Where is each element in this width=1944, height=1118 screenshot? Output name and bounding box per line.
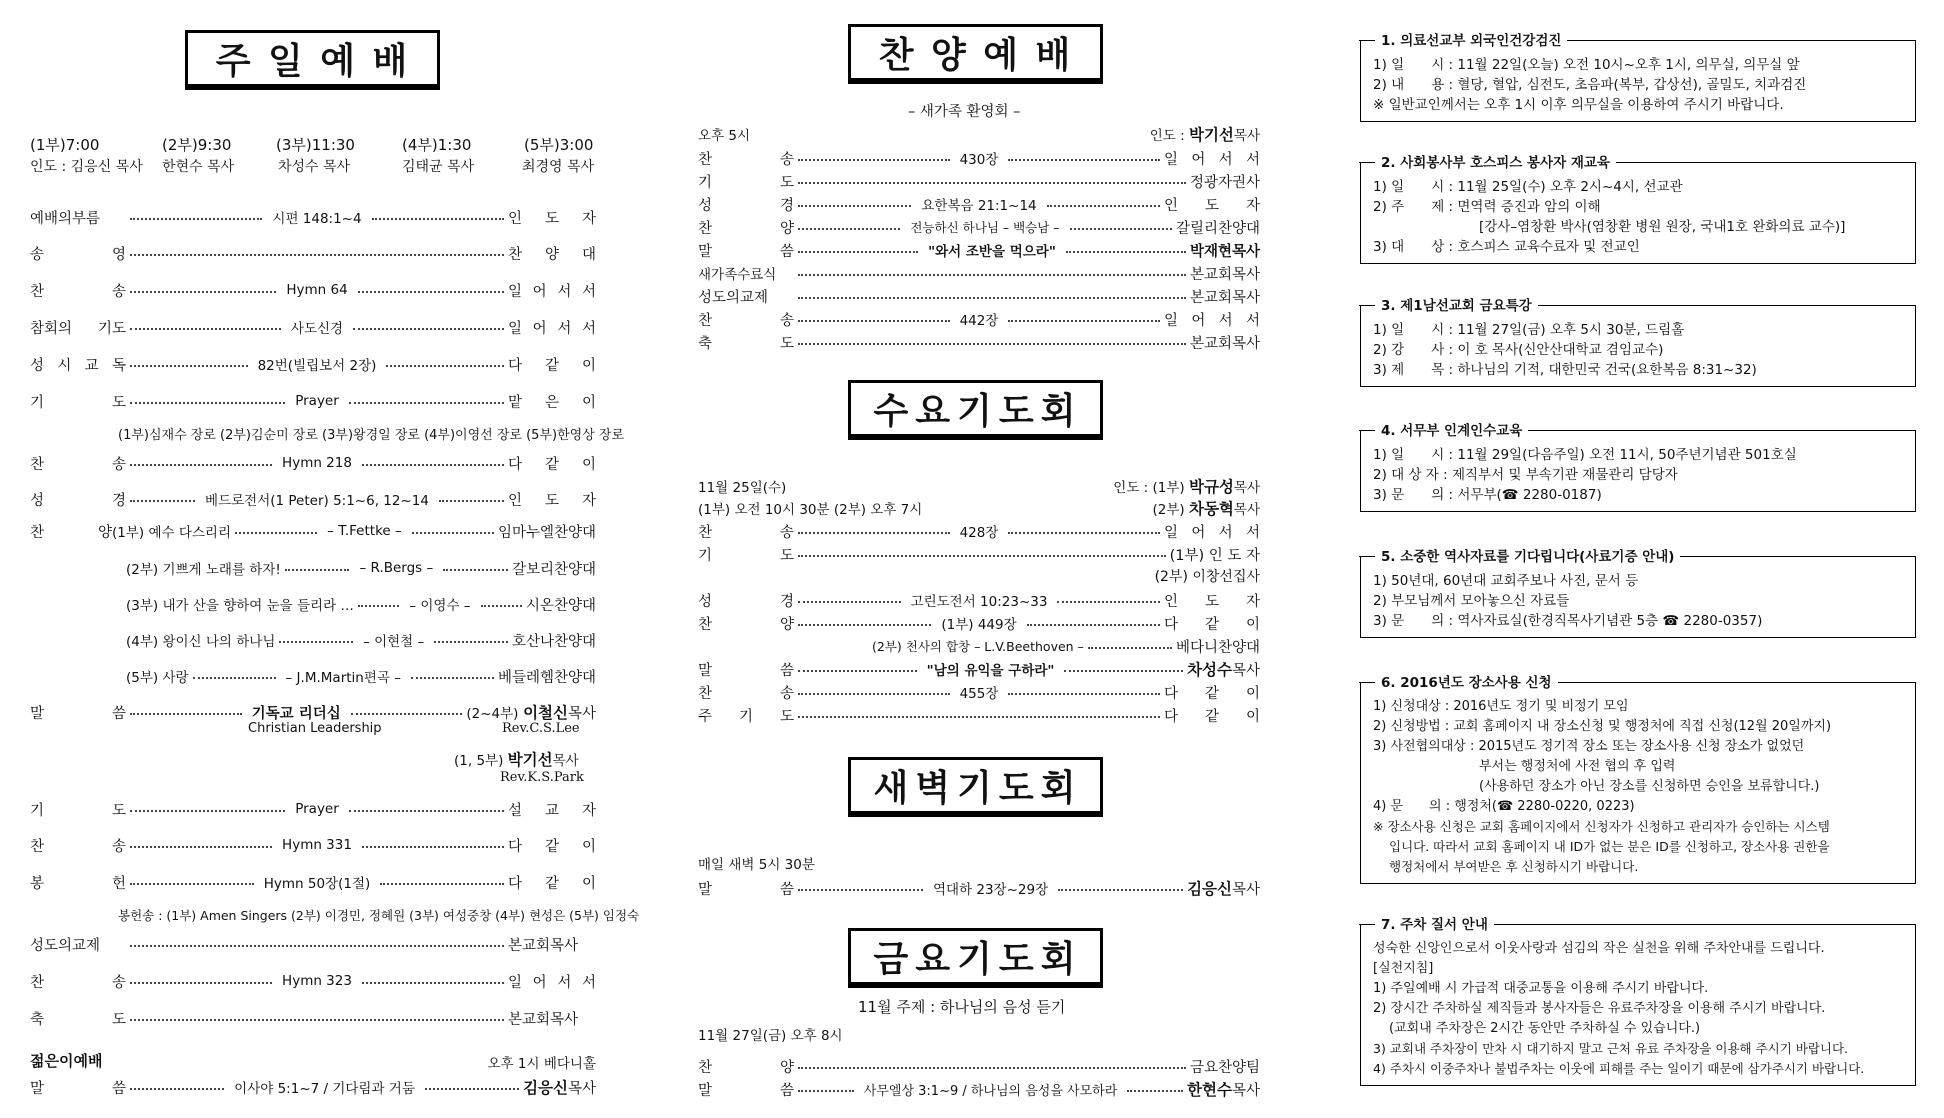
notice-box: 1. 의료선교부 외국인건강검진 1) 일 시 : 11월 22일(오늘) 오전 10시~오후 1시, 의무실, 의무실 앞 2) 내 용 : 혈당, 혈압, 심전도, 초음파(복부, 갑상선), 골밀도, 치과검진 ※ 일반교인께서는 오후 1시 이후 의무실을 이용하여 주시기 바랍니다. <box>1360 40 1916 122</box>
order-row: 봉 헌 Hymn 50장(1절) 다 같 이 <box>30 875 596 892</box>
choir-row: (5부) 사랑 – J.M.Martin편곡 – 베들레헴찬양대 <box>126 669 596 686</box>
order-row: 찬 송 428장 일 어 서 서 <box>698 524 1260 541</box>
order-row: 찬 양 전능하신 하나님 – 백승남 – 갈릴리찬양대 <box>698 220 1261 237</box>
order-row: 성도의교제 본교회목사 <box>698 289 1260 306</box>
order-row: 성 경 요한복음 21:1~14 인 도 자 <box>698 197 1260 214</box>
notice-box: 2. 사회봉사부 호스피스 봉사자 재교육 1) 일 시 : 11월 25일(수) 오후 2시~4시, 선교관 2) 주 제 : 면역력 증진과 암의 이해 [강사–염창환 박사(염창환 병원 원장, 국내1호 완화의료 교수)] 3) 대 상 : 호스피스 교육수료자 및 전교인 <box>1360 162 1916 264</box>
order-row: 말 씀 "와서 조반을 먹으라" 박재현목사 <box>698 243 1260 260</box>
friday-prayer-title: 금 요 기 도 회 <box>848 928 1103 988</box>
sermon-row: 말 씀 기독교 리더십 (2~4부) 이철신 목사 <box>30 704 596 722</box>
order-row: 참회의 기도 사도신경 일 어 서 서 <box>30 320 596 337</box>
order-row: 예배의부름 시편 148:1~4 인 도 자 <box>30 210 596 227</box>
order-row: 성 경 베드로전서(1 Peter) 5:1~6, 12~14 인 도 자 <box>30 492 596 509</box>
order-row: 찬 양 (1부) 449장 다 같 이 <box>698 616 1260 633</box>
prayer-list: (1부)심재수 장로 (2부)김순미 장로 (3부)왕경일 장로 (4부)이영선 장로 (5부)한영상 장로 <box>118 428 625 443</box>
notice-box: 6. 2016년도 장소사용 신청 1) 신청대상 : 2016년도 정기 및 비정기 모임 2) 신청방법 : 교회 홈페이지 내 장소신청 및 행정처에 직접 신청(12월 20일까지) 3) 사전협의대상 : 2015년도 정기적 장소 또는 장소사용 신청 장소가 없었던 부서는 행정처에 사전 협의 후 입력 (사용하던 장소가 아닌 장소를 신청하면 승인을 보류합니다.) 4) 문 의 : 행정처(☎ 2280-0220, 0223) ※ 장소사용 신청은 교회 홈페이지에서 신청자가 신청하고 관리자가 승인하는 시스템 입니다. 따라서 교회 홈페이지 내 ID가 없는 분은 ID를 신청하고, 장소사용 권한을 행정처에서 부여받은 후 신청하시기 바랍니다. <box>1360 682 1916 884</box>
order-row: 기 도 Prayer 설 교 자 <box>30 801 596 819</box>
order-row: 성 시 교 독 82번(빌립보서 2장) 다 같 이 <box>30 357 596 374</box>
order-row: 찬 송 Hymn 323 일 어 서 서 <box>30 973 596 991</box>
order-row: 주 기 도 다 같 이 <box>698 708 1260 725</box>
order-row: 찬 송 430장 일 어 서 서 <box>698 151 1260 168</box>
choir-row: 찬 양 (1부) 예수 다스리리 – T.Fettke – 임마누엘찬양대 <box>30 523 596 541</box>
notice-box: 5. 소중한 역사자료를 기다립니다(사료기증 안내) 1) 50년대, 60년대 교회주보나 사진, 문서 등 2) 부모님께서 모아놓으신 자료들 3) 문 의 : 역사자료실(한경직목사기념관 5층 ☎ 2280-0357) <box>1360 556 1916 638</box>
order-row: 기 도 (1부) 인 도 자 <box>698 547 1260 564</box>
choir-row: (4부) 왕이신 나의 하나님 – 이현철 – 호산나찬양대 <box>126 633 597 650</box>
order-row: 찬 송 Hymn 64 일 어 서 서 <box>30 282 596 300</box>
sermon-title-en: Christian Leadership <box>248 721 382 736</box>
order-row: 성 경 고린도전서 10:23~33 인 도 자 <box>698 593 1260 610</box>
order-row: (2부) 천사의 합창 – L.V.Beethoven – 베다니찬양대 <box>872 639 1260 656</box>
order-row: 말 씀 "남의 유익을 구하라" 차성수 목사 <box>698 661 1261 679</box>
youth-service-title: 젊은이예배 <box>30 1052 103 1070</box>
choir-row: (3부) 내가 산을 향하여 눈을 들리라 … – 이영수 – 시온찬양대 <box>126 597 597 614</box>
choir-row: (2부) 기쁘게 노래를 하자! – R.Bergs – 갈보리찬양대 <box>126 560 596 578</box>
order-row: 송 영 찬 양 대 <box>30 246 596 263</box>
notice-box: 3. 제1남선교회 금요특강 1) 일 시 : 11월 27일(금) 오후 5시 30분, 드림홀 2) 강 사 : 이 호 목사(신안산대학교 겸임교수) 3) 제 목 : 하나님의 기적, 대한민국 건국(요한복음 8:31~32) <box>1360 305 1916 387</box>
order-row: 축 도 본교회목사 <box>30 1011 579 1028</box>
praise-service-title: 찬 양 예 배 <box>848 24 1103 84</box>
dawn-prayer-title: 새 벽 기 도 회 <box>848 757 1103 817</box>
order-row: 축 도 본교회목사 <box>698 335 1260 352</box>
order-row: 찬 송 Hymn 218 다 같 이 <box>30 455 596 473</box>
notice-box: 4. 서무부 인계인수교육 1) 일 시 : 11월 29일(다음주일) 오전 11시, 50주년기념관 501호실 2) 대 상 자 : 제직부서 및 부속기관 재물관리 담당자 3) 문 의 : 서무부(☎ 2280-0187) <box>1360 430 1916 512</box>
order-row: 기 도 정광자권사 <box>698 174 1260 191</box>
notice-box: 7. 주차 질서 안내 성숙한 신앙인으로서 이웃사랑과 섬김의 작은 실천을 위해 주차안내를 드립니다. [실천지침] 1) 주일예배 시 가급적 대중교통을 이용해 주시기 바랍니다. 2) 장시간 주차하실 제직들과 봉사자들은 유료주차장을 이용해 주시기 바랍니다. (교회내 주차장은 2시간 동안만 주차하실 수 있습니다.) 3) 교회내 주차장이 만차 시 대기하지 말고 근처 유료 주차장을 이용해 주시기 바랍니다. 4) 주차시 이중주차나 불법주차는 이웃에 피해를 주는 일이기 때문에 삼가주시기 바랍니다. <box>1360 924 1916 1086</box>
order-row: 찬 양 금요찬양팀 <box>698 1059 1260 1076</box>
order-row: 말 씀 사무엘상 3:1~9 / 하나님의 음성을 사모하라 한현수 목사 <box>698 1081 1260 1099</box>
wednesday-prayer-title: 수 요 기 도 회 <box>848 380 1103 440</box>
order-row: 찬 송 442장 일 어 서 서 <box>698 312 1260 329</box>
order-row: 기 도 Prayer 맡 은 이 <box>30 393 596 411</box>
order-row: 찬 송 Hymn 331 다 같 이 <box>30 837 596 855</box>
order-row: 찬 송 455장 다 같 이 <box>698 685 1260 702</box>
sunday-service-title: 주 일 예 배 <box>185 30 440 90</box>
order-row: 성도의교제 본교회목사 <box>30 937 579 954</box>
youth-sermon-row: 말 씀 이사야 5:1~7 / 기다림과 거둠 김응신 목사 <box>30 1079 596 1097</box>
offering-list: 봉헌송 : (1부) Amen Singers (2부) 이경민, 정혜원 (3부) 여성중창 (4부) 현성은 (5부) 임정숙 <box>118 908 640 923</box>
order-row: 말 씀 역대하 23장~29장 김응신 목사 <box>698 880 1261 898</box>
order-row: 새가족수료식 본교회목사 <box>698 266 1260 283</box>
